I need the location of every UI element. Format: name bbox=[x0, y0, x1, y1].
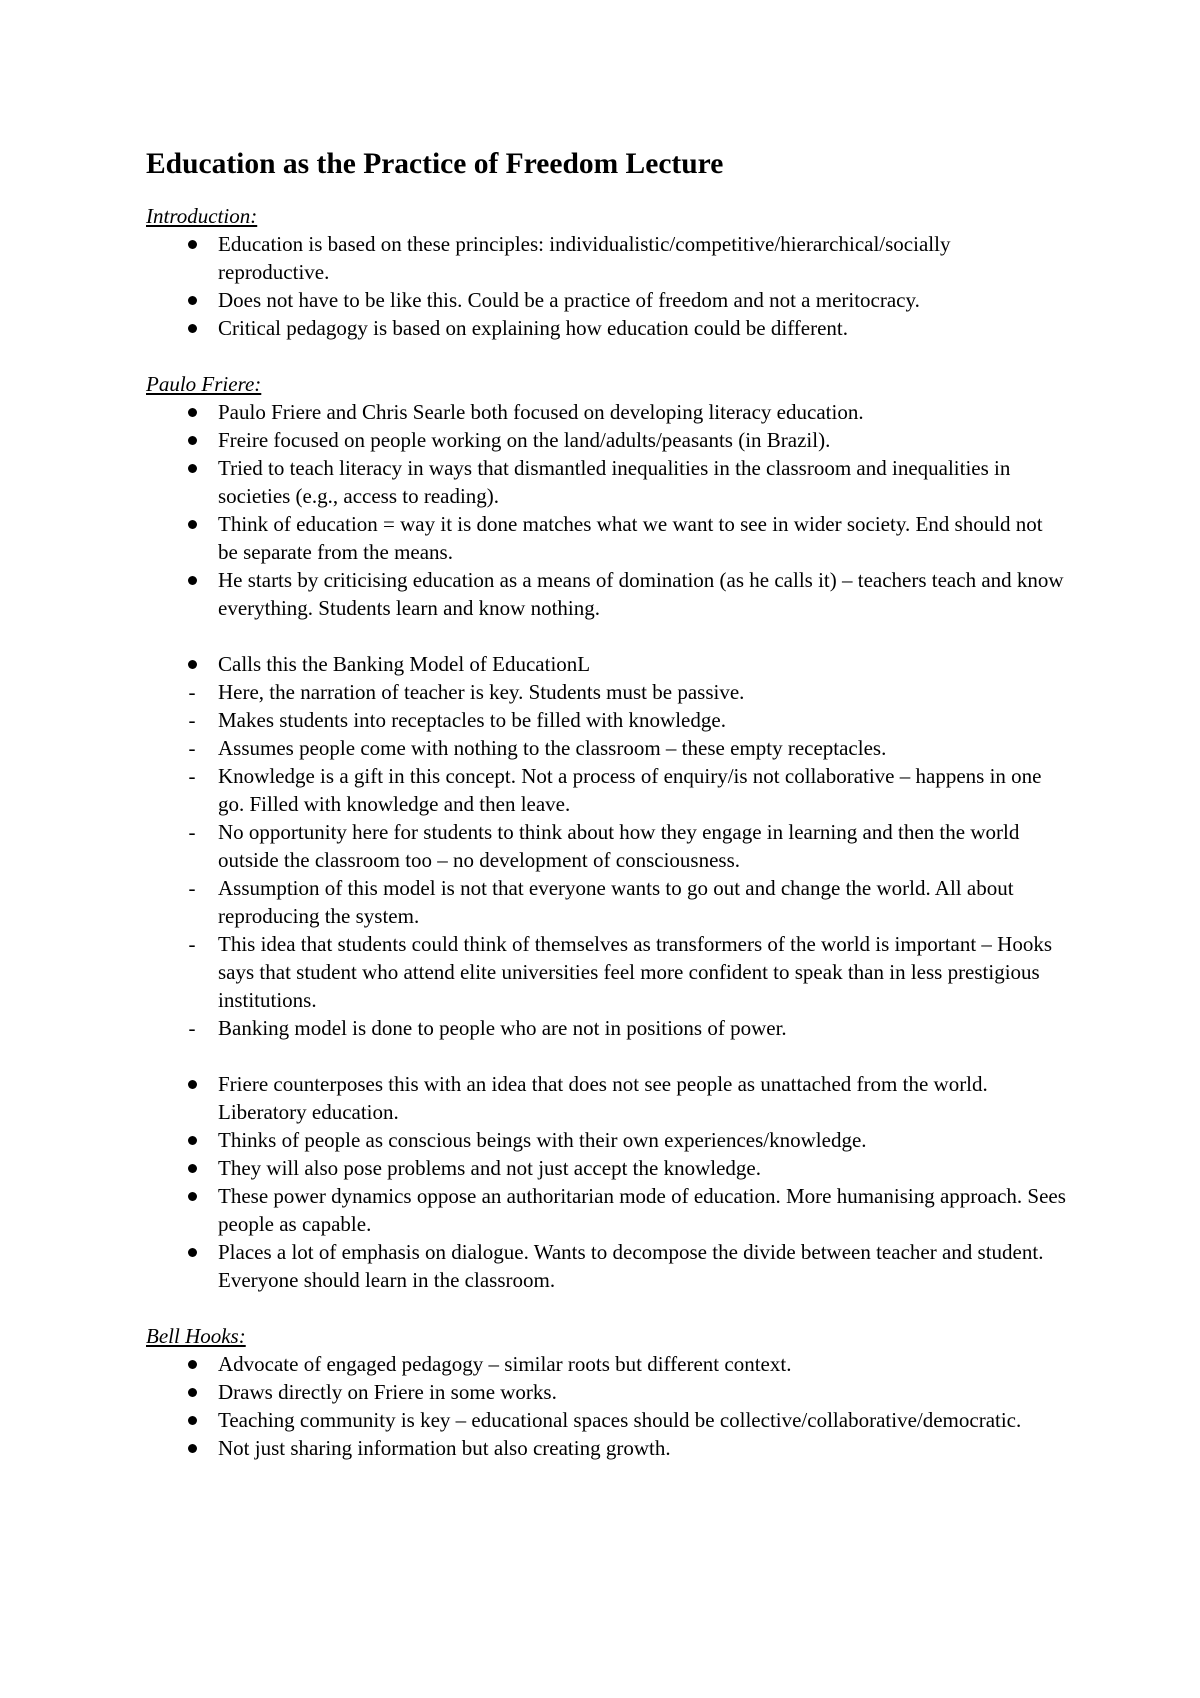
bullet-icon bbox=[180, 1182, 204, 1210]
dash-list-item bbox=[146, 734, 1066, 762]
list-item bbox=[146, 1238, 1066, 1294]
list-item bbox=[146, 454, 1066, 510]
friere-list bbox=[146, 398, 1066, 622]
dash-list-item bbox=[146, 930, 1066, 1014]
bullet-icon bbox=[180, 1238, 204, 1266]
list-item-text: Assumes people come with nothing to the classroom – these empty receptacles. bbox=[218, 736, 887, 760]
list-item bbox=[146, 510, 1066, 566]
bullet-icon bbox=[180, 1154, 204, 1182]
bullet-icon bbox=[180, 286, 204, 314]
list-item-text: Advocate of engaged pedagogy – similar roots but different context. bbox=[218, 1352, 792, 1376]
section-heading-hooks: Bell Hooks: bbox=[146, 1324, 246, 1348]
dash-list-item bbox=[146, 762, 1066, 818]
list-item bbox=[146, 1350, 1066, 1378]
introduction-list bbox=[146, 230, 1066, 342]
dash-list-item bbox=[146, 678, 1066, 706]
hooks-list bbox=[146, 1350, 1066, 1462]
list-item-text: Makes students into receptacles to be filled with knowledge. bbox=[218, 708, 726, 732]
list-item-text: Tried to teach literacy in ways that dismantled inequalities in the classroom and inequalities in societies (e.g., access to reading). bbox=[218, 456, 1011, 508]
list-item bbox=[146, 1154, 1066, 1182]
list-item-text: These power dynamics oppose an authoritarian mode of education. More humanising approach. Sees people as capable. bbox=[218, 1184, 1066, 1236]
list-item bbox=[146, 286, 1066, 314]
list-item-text: Places a lot of emphasis on dialogue. Wants to decompose the divide between teacher and student. Everyone should learn in the classroom. bbox=[218, 1240, 1044, 1292]
dash-marker: - bbox=[188, 1016, 196, 1040]
list-item-text: Think of education = way it is done matches what we want to see in wider society. End should not be separate from the means. bbox=[218, 512, 1043, 564]
section-heading-friere: Paulo Friere: bbox=[146, 372, 262, 396]
list-item bbox=[146, 314, 1066, 342]
list-item bbox=[146, 566, 1066, 622]
dash-list-item bbox=[146, 874, 1066, 930]
list-item bbox=[146, 1406, 1066, 1434]
list-item-text: No opportunity here for students to think about how they engage in learning and then the world outside the classroom too – no development of consciousness. bbox=[218, 820, 1020, 872]
list-item-text: This idea that students could think of themselves as transformers of the world is important – Hooks says that student who attend elite universities feel more confident to speak than in less prestigious institutions. bbox=[218, 932, 1053, 1012]
bullet-icon bbox=[180, 314, 204, 342]
bullet-icon bbox=[180, 1070, 204, 1098]
dash-marker: - bbox=[188, 876, 196, 900]
document-title: Education as the Practice of Freedom Lecture bbox=[146, 148, 724, 180]
bullet-icon bbox=[180, 398, 204, 426]
list-item-text: Does not have to be like this. Could be a practice of freedom and not a meritocracy. bbox=[218, 288, 920, 312]
bullet-icon bbox=[180, 454, 204, 482]
list-item bbox=[146, 1434, 1066, 1462]
dash-list-item bbox=[146, 818, 1066, 874]
dash-marker: - bbox=[188, 708, 196, 732]
list-item bbox=[146, 1126, 1066, 1154]
section-heading-introduction: Introduction: bbox=[146, 204, 258, 228]
bullet-icon bbox=[180, 510, 204, 538]
list-item-text: Teaching community is key – educational spaces should be collective/collaborative/democratic. bbox=[218, 1408, 1022, 1432]
list-item bbox=[146, 1070, 1066, 1126]
bullet-icon bbox=[180, 1350, 204, 1378]
list-item bbox=[146, 426, 1066, 454]
list-item-text: Knowledge is a gift in this concept. Not a process of enquiry/is not collaborative – happens in one go. Filled with knowledge and then leave. bbox=[218, 764, 1042, 816]
list-item-text: Thinks of people as conscious beings with their own experiences/knowledge. bbox=[218, 1128, 867, 1152]
dash-marker: - bbox=[188, 932, 196, 956]
liberatory-list bbox=[146, 1070, 1066, 1294]
list-item-text: Education is based on these principles: individualistic/competitive/hierarchical/socially reproductive. bbox=[218, 232, 951, 284]
list-item bbox=[146, 1378, 1066, 1406]
list-item-text: Freire focused on people working on the land/adults/peasants (in Brazil). bbox=[218, 428, 831, 452]
bullet-icon bbox=[180, 1378, 204, 1406]
list-item-text: Banking model is done to people who are not in positions of power. bbox=[218, 1016, 787, 1040]
dash-marker: - bbox=[188, 736, 196, 760]
list-item-text: Paulo Friere and Chris Searle both focused on developing literacy education. bbox=[218, 400, 864, 424]
bullet-icon bbox=[180, 1434, 204, 1462]
list-item-text: They will also pose problems and not just accept the knowledge. bbox=[218, 1156, 761, 1180]
dash-marker: - bbox=[188, 820, 196, 844]
bullet-icon bbox=[180, 1406, 204, 1434]
dash-marker: - bbox=[188, 680, 196, 704]
bullet-icon bbox=[180, 230, 204, 258]
list-item-text: Not just sharing information but also creating growth. bbox=[218, 1436, 671, 1460]
list-item-text: Here, the narration of teacher is key. Students must be passive. bbox=[218, 680, 745, 704]
list-item-text: Critical pedagogy is based on explaining how education could be different. bbox=[218, 316, 849, 340]
bullet-icon bbox=[180, 426, 204, 454]
dash-marker: - bbox=[188, 764, 196, 788]
dash-list-item bbox=[146, 706, 1066, 734]
list-item-text: Calls this the Banking Model of EducationL bbox=[218, 652, 591, 676]
list-item bbox=[146, 398, 1066, 426]
list-item bbox=[146, 650, 1066, 678]
list-item bbox=[146, 1182, 1066, 1238]
list-item-text: Assumption of this model is not that everyone wants to go out and change the world. All about reproducing the system. bbox=[218, 876, 1014, 928]
dash-list-item bbox=[146, 1014, 1066, 1042]
list-item-text: Friere counterposes this with an idea that does not see people as unattached from the world. Liberatory education. bbox=[218, 1072, 988, 1124]
bullet-icon bbox=[180, 566, 204, 594]
document-page bbox=[146, 146, 1066, 1462]
bullet-icon bbox=[180, 1126, 204, 1154]
banking-model-list bbox=[146, 650, 1066, 1042]
list-item-text: He starts by criticising education as a means of domination (as he calls it) – teachers teach and know everything. Students learn and know nothing. bbox=[218, 568, 1064, 620]
list-item bbox=[146, 230, 1066, 286]
list-item-text: Draws directly on Friere in some works. bbox=[218, 1380, 557, 1404]
bullet-icon bbox=[180, 650, 204, 678]
